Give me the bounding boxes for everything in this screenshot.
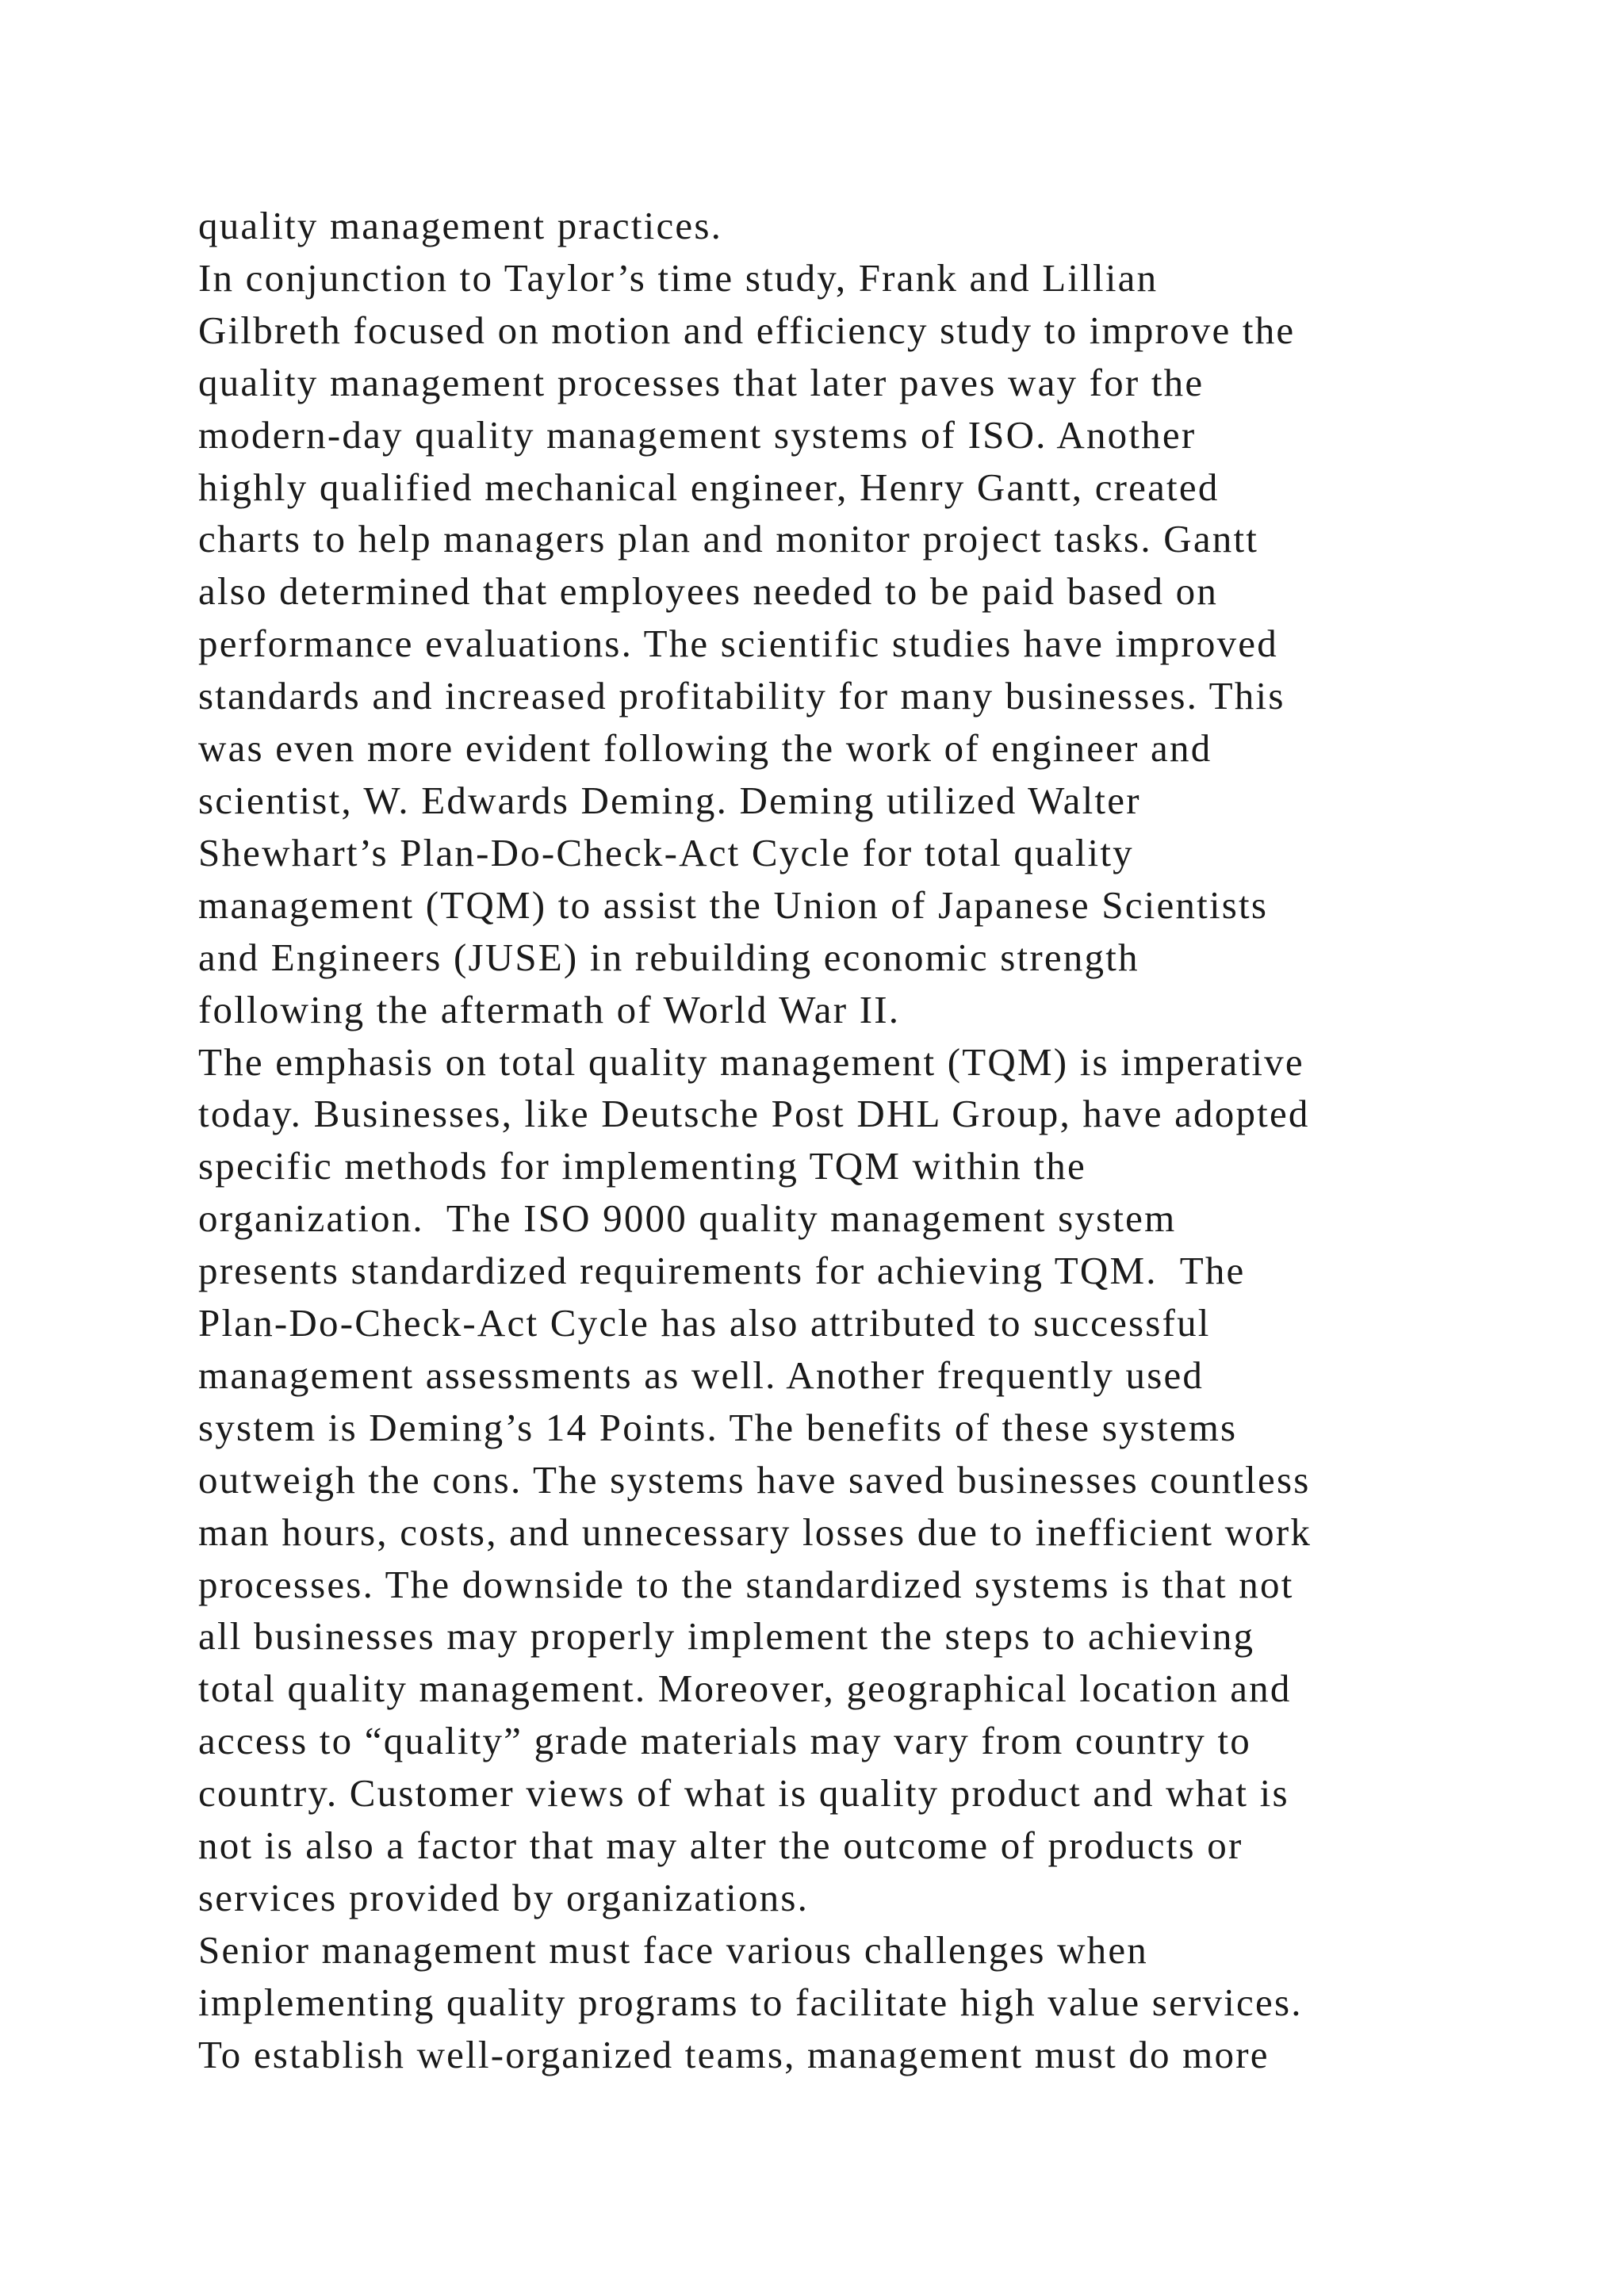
text-line: today. Businesses, like Deutsche Post DHL Group, have adopted xyxy=(198,1092,1310,1136)
text-line: processes. The downside to the standardized systems is that not xyxy=(198,1562,1294,1606)
text-line: specific methods for implementing TQM within the xyxy=(198,1144,1086,1188)
text-line: Shewhart’s Plan-Do-Check-Act Cycle for total quality xyxy=(198,830,1134,874)
text-line: access to “quality” grade materials may vary from country to xyxy=(198,1719,1251,1763)
text-line: modern-day quality management systems of ISO. Another xyxy=(198,412,1197,457)
text-line: country. Customer views of what is quality product and what is xyxy=(198,1771,1289,1816)
text-line: Senior management must face various challenges when xyxy=(198,1927,1148,1972)
text-line: total quality management. Moreover, geographical location and xyxy=(198,1667,1292,1711)
text-line: The emphasis on total quality management (TQM) is imperative xyxy=(198,1039,1304,1084)
text-line: To establish well-organized teams, management must do more xyxy=(198,2032,1270,2076)
body-text xyxy=(198,200,1499,2081)
text-line: outweigh the cons. The systems have saved businesses countless xyxy=(198,1457,1311,1502)
text-line: organization. The ISO 9000 quality management system xyxy=(198,1196,1177,1241)
text-line: also determined that employees needed to be paid based on xyxy=(198,569,1219,614)
text-line: implementing quality programs to facilitate high value services. xyxy=(198,1980,1303,2024)
text-line: Plan-Do-Check-Act Cycle has also attributed to successful xyxy=(198,1301,1211,1345)
text-line: standards and increased profitability for many businesses. This xyxy=(198,674,1285,718)
text-line: management assessments as well. Another frequently used xyxy=(198,1353,1205,1397)
text-line: and Engineers (JUSE) in rebuilding economic strength xyxy=(198,935,1139,979)
text-line: man hours, costs, and unnecessary losses due to inefficient work xyxy=(198,1510,1312,1554)
text-line: charts to help managers plan and monitor project tasks. Gantt xyxy=(198,517,1259,561)
text-line: highly qualified mechanical engineer, Henry Gantt, created xyxy=(198,465,1220,509)
text-line: all businesses may properly implement the steps to achieving xyxy=(198,1614,1255,1659)
text-line: scientist, W. Edwards Deming. Deming utilized Walter xyxy=(198,778,1141,822)
text-line: performance evaluations. The scientific studies have improved xyxy=(198,622,1278,666)
text-line: quality management processes that later paves way for the xyxy=(198,360,1205,404)
text-line: services provided by organizations. xyxy=(198,1876,810,1919)
text-line: was even more evident following the work of engineer and xyxy=(198,726,1212,771)
text-line: Gilbreth focused on motion and efficiency study to improve the xyxy=(198,308,1296,352)
text-line: following the aftermath of World War II. xyxy=(198,987,901,1031)
text-line: presents standardized requirements for achieving TQM. The xyxy=(198,1249,1246,1293)
text-line: quality management practices. xyxy=(198,204,723,247)
text-line: system is Deming’s 14 Points. The benefits of these systems xyxy=(198,1405,1238,1449)
text-line: In conjunction to Taylor’s time study, Frank and Lillian xyxy=(198,255,1159,300)
text-line: management (TQM) to assist the Union of Japanese Scientists xyxy=(198,882,1269,927)
text-line: not is also a factor that may alter the outcome of products or xyxy=(198,1823,1243,1868)
